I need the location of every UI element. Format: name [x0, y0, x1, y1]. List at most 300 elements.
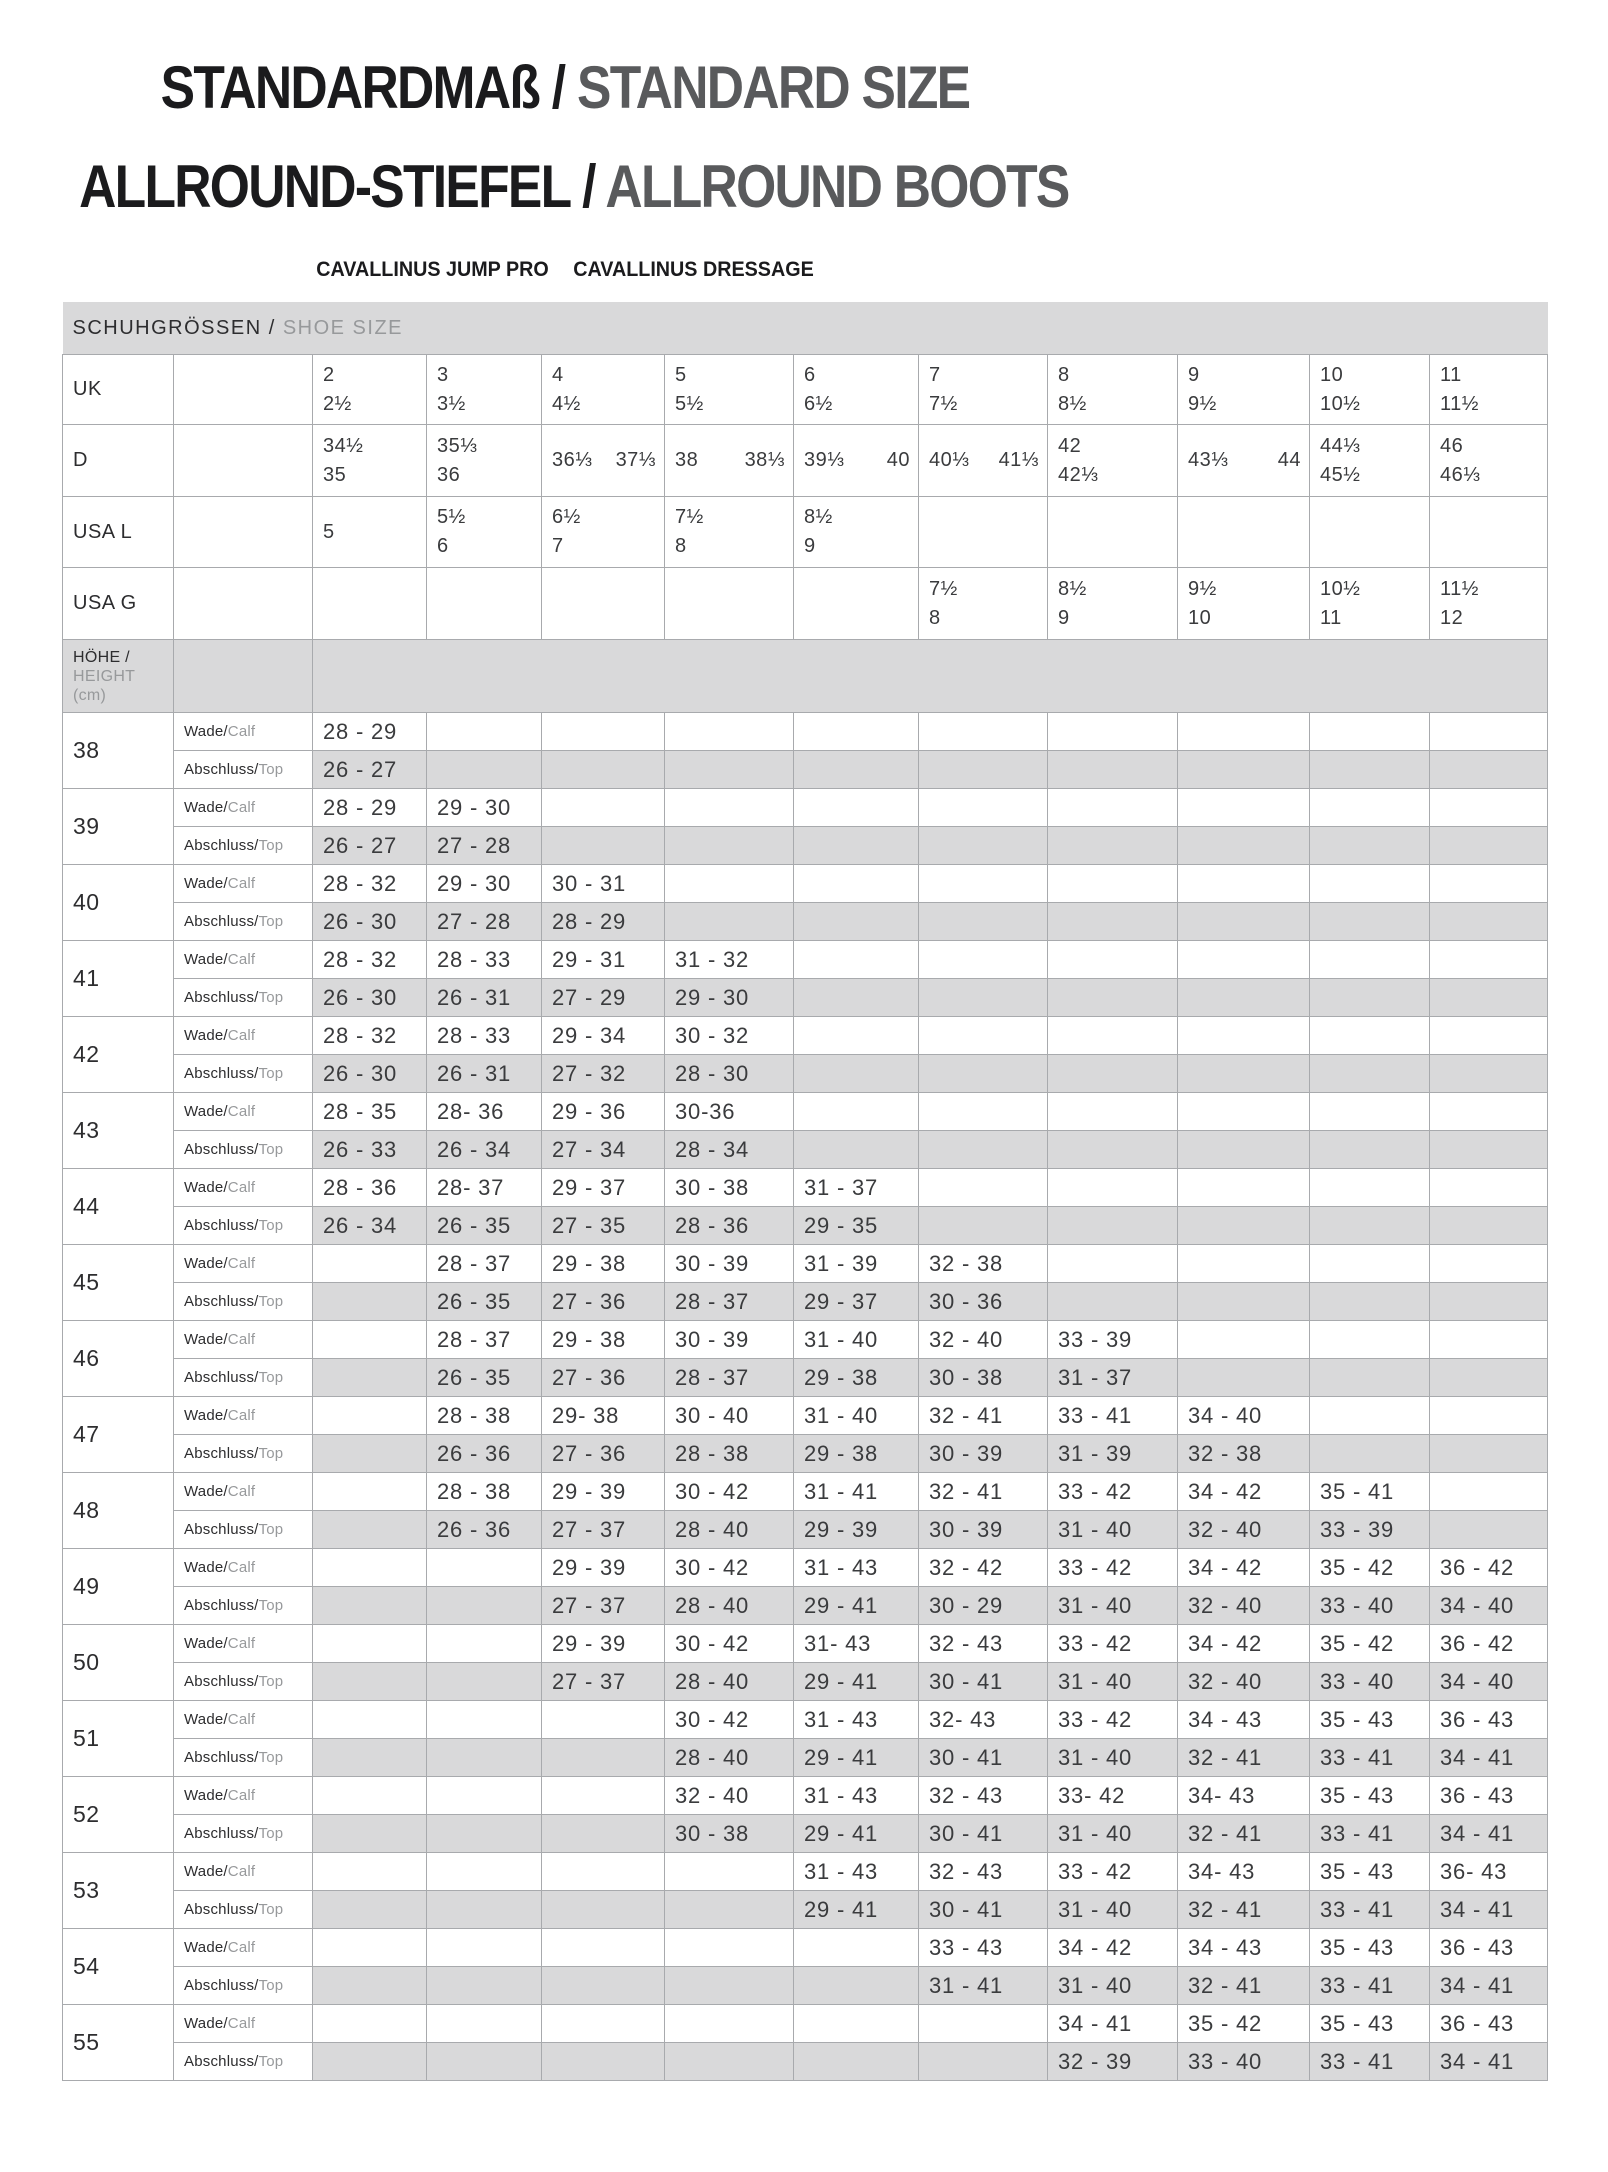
size-system-label: USA L — [63, 497, 174, 568]
calf-value-cell: 31 - 43 — [794, 1777, 919, 1815]
height-label-cell: 48 — [63, 1473, 174, 1549]
shoe-size-value: 5 — [323, 520, 335, 543]
shoe-size-band-row — [63, 302, 1548, 355]
shoe-size-cell — [1310, 425, 1430, 497]
calf-value-cell: 35 - 43 — [1310, 1777, 1430, 1815]
top-value-cell — [542, 751, 665, 789]
calf-value-cell — [313, 1625, 427, 1663]
top-value-cell: 30 - 41 — [919, 1663, 1048, 1701]
product-names — [34, 258, 1096, 282]
calf-value-cell — [1430, 713, 1548, 751]
calf-value-cell — [1048, 865, 1178, 903]
shoe-size-value: 4 — [552, 363, 564, 386]
calf-value-cell: 28 - 38 — [427, 1473, 542, 1511]
top-row-label — [174, 1131, 313, 1169]
top-value-cell — [919, 1055, 1048, 1093]
shoe-size-cell — [542, 425, 665, 497]
top-row-label — [174, 1283, 313, 1321]
calf-row-label — [174, 713, 313, 751]
calf-value-cell: 32 - 42 — [919, 1549, 1048, 1587]
calf-label-de: Wade/ — [184, 1407, 228, 1424]
calf-label-de: Wade/ — [184, 875, 228, 892]
shoe-size-cell — [1178, 425, 1310, 497]
top-row-label — [174, 1435, 313, 1473]
shoe-size-values — [437, 503, 541, 561]
height-row-44-calf — [63, 1169, 1548, 1207]
height-row-40-top — [63, 903, 1548, 941]
height-label-cell: 43 — [63, 1093, 174, 1169]
shoe-size-values — [1058, 361, 1177, 419]
shoe-size-value: 2½ — [323, 392, 352, 415]
height-label-cell: 47 — [63, 1397, 174, 1473]
top-value-cell: 33 - 41 — [1310, 1891, 1430, 1929]
calf-value-cell: 32 - 41 — [919, 1397, 1048, 1435]
calf-value-cell — [919, 1169, 1048, 1207]
top-label-en: Top — [258, 1217, 284, 1234]
calf-value-cell: 36- 43 — [1430, 1853, 1548, 1891]
top-value-cell — [1310, 1435, 1430, 1473]
height-row-50-top — [63, 1663, 1548, 1701]
top-value-cell: 33 - 40 — [1310, 1663, 1430, 1701]
top-row-label — [174, 1511, 313, 1549]
shoe-size-value: 35⅓ — [437, 434, 478, 457]
top-value-cell — [1178, 1055, 1310, 1093]
calf-value-cell: 33 - 41 — [1048, 1397, 1178, 1435]
calf-value-cell: 29 - 38 — [542, 1321, 665, 1359]
top-value-cell — [1310, 827, 1430, 865]
calf-label-en: Calf — [227, 1559, 256, 1576]
top-value-cell — [542, 1815, 665, 1853]
height-header-cell — [63, 640, 174, 713]
calf-value-cell — [1310, 1245, 1430, 1283]
calf-value-cell: 28- 37 — [427, 1169, 542, 1207]
calf-value-cell: 28 - 37 — [427, 1321, 542, 1359]
shoe-size-value: 37⅓ — [615, 449, 656, 471]
top-value-cell — [1048, 979, 1178, 1017]
top-value-cell: 34 - 41 — [1430, 1739, 1548, 1777]
calf-row-label — [174, 1701, 313, 1739]
calf-value-cell — [1178, 1017, 1310, 1055]
shoe-size-value: 9 — [804, 535, 816, 557]
calf-value-cell: 34- 43 — [1178, 1853, 1310, 1891]
calf-label-en: Calf — [227, 875, 256, 892]
top-value-cell: 27 - 37 — [542, 1511, 665, 1549]
empty-cell — [174, 640, 313, 713]
shoe-size-cell — [427, 425, 542, 497]
top-label-en: Top — [258, 1749, 284, 1766]
calf-value-cell: 28 - 37 — [427, 1245, 542, 1283]
shoe-size-cell — [1430, 568, 1548, 640]
shoe-size-band-de: SCHUHGRÖSSEN / — [72, 316, 283, 339]
top-value-cell: 30 - 39 — [919, 1511, 1048, 1549]
top-value-cell: 27 - 28 — [427, 903, 542, 941]
top-value-cell — [794, 1055, 919, 1093]
calf-value-cell: 29 - 38 — [542, 1245, 665, 1283]
shoe-size-cell — [794, 497, 919, 568]
top-value-cell: 29 - 41 — [794, 1815, 919, 1853]
shoe-size-value: 8 — [1058, 363, 1070, 386]
top-value-cell — [313, 1283, 427, 1321]
height-row-39-top — [63, 827, 1548, 865]
calf-value-cell: 33 - 42 — [1048, 1549, 1178, 1587]
top-value-cell — [313, 1663, 427, 1701]
height-label-cell: 46 — [63, 1321, 174, 1397]
height-row-48-calf — [63, 1473, 1548, 1511]
top-label-en: Top — [258, 1825, 284, 1842]
calf-value-cell: 34 - 41 — [1048, 2005, 1178, 2043]
shoe-size-value: 5½ — [675, 392, 704, 415]
top-value-cell: 33 - 39 — [1310, 1511, 1430, 1549]
size-system-label: USA G — [63, 568, 174, 640]
shoe-size-cell — [1178, 355, 1310, 425]
calf-value-cell — [542, 2005, 665, 2043]
shoe-size-cell — [665, 425, 794, 497]
height-label-cell: 54 — [63, 1929, 174, 2005]
calf-value-cell: 29 - 30 — [427, 865, 542, 903]
calf-value-cell — [919, 865, 1048, 903]
top-value-cell: 26 - 34 — [313, 1207, 427, 1245]
shoe-size-value: 8½ — [1058, 577, 1087, 600]
top-value-cell: 30 - 38 — [919, 1359, 1048, 1397]
top-value-cell — [1310, 1359, 1430, 1397]
size-system-row-usa-g — [63, 568, 1548, 640]
shoe-size-values — [929, 575, 1047, 633]
calf-value-cell — [1310, 1017, 1430, 1055]
shoe-size-value: 9 — [1188, 363, 1200, 386]
shoe-size-cell — [1310, 355, 1430, 425]
top-value-cell: 27 - 28 — [427, 827, 542, 865]
calf-value-cell — [542, 1853, 665, 1891]
calf-value-cell: 36 - 43 — [1430, 2005, 1548, 2043]
top-value-cell: 31 - 40 — [1048, 1587, 1178, 1625]
height-row-53-top — [63, 1891, 1548, 1929]
calf-label-de: Wade/ — [184, 1635, 228, 1652]
top-value-cell: 29 - 41 — [794, 1587, 919, 1625]
height-label-cell: 39 — [63, 789, 174, 865]
calf-value-cell: 34 - 42 — [1178, 1473, 1310, 1511]
shoe-size-cell — [665, 568, 794, 640]
shoe-size-values — [1320, 361, 1429, 419]
top-value-cell — [542, 1891, 665, 1929]
shoe-size-cell — [313, 355, 427, 425]
shoe-size-cell — [1430, 497, 1548, 568]
height-header-de: HÖHE / — [73, 648, 130, 666]
shoe-size-values — [929, 449, 1047, 472]
calf-value-cell: 28 - 29 — [313, 789, 427, 827]
height-label-cell: 53 — [63, 1853, 174, 1929]
shoe-size-cell — [665, 355, 794, 425]
calf-value-cell — [542, 789, 665, 827]
calf-value-cell — [1048, 941, 1178, 979]
shoe-size-value: 39⅓ — [804, 449, 845, 471]
top-value-cell: 29 - 37 — [794, 1283, 919, 1321]
top-value-cell — [313, 1739, 427, 1777]
calf-row-label — [174, 1549, 313, 1587]
calf-value-cell — [919, 941, 1048, 979]
calf-value-cell — [1178, 1245, 1310, 1283]
calf-value-cell — [665, 713, 794, 751]
calf-label-en: Calf — [227, 1407, 256, 1424]
top-value-cell: 27 - 36 — [542, 1283, 665, 1321]
top-value-cell: 32 - 40 — [1178, 1587, 1310, 1625]
top-value-cell: 26 - 30 — [313, 1055, 427, 1093]
calf-label-en: Calf — [227, 1255, 256, 1272]
top-label-en: Top — [258, 837, 284, 854]
calf-value-cell: 31 - 32 — [665, 941, 794, 979]
top-value-cell: 26 - 27 — [313, 827, 427, 865]
shoe-size-value: 5½ — [437, 506, 466, 528]
shoe-size-value: 9½ — [1188, 577, 1217, 600]
calf-value-cell — [1178, 1321, 1310, 1359]
top-value-cell: 32 - 41 — [1178, 1815, 1310, 1853]
calf-value-cell: 30 - 32 — [665, 1017, 794, 1055]
shoe-size-value: 9½ — [1188, 392, 1217, 415]
shoe-size-value: 44⅓ — [1320, 434, 1361, 457]
height-row-49-calf — [63, 1549, 1548, 1587]
height-header-unit: (cm) — [73, 686, 107, 704]
top-value-cell: 29 - 41 — [794, 1891, 919, 1929]
height-row-52-top — [63, 1815, 1548, 1853]
calf-value-cell: 29 - 39 — [542, 1473, 665, 1511]
height-row-44-top — [63, 1207, 1548, 1245]
height-row-47-top — [63, 1435, 1548, 1473]
calf-value-cell: 32 - 41 — [919, 1473, 1048, 1511]
top-label-en: Top — [258, 989, 284, 1006]
calf-value-cell — [313, 1853, 427, 1891]
calf-value-cell: 31 - 41 — [794, 1473, 919, 1511]
calf-value-cell — [313, 1777, 427, 1815]
calf-value-cell — [1048, 1017, 1178, 1055]
calf-value-cell — [313, 1549, 427, 1587]
top-value-cell: 26 - 36 — [427, 1511, 542, 1549]
top-value-cell — [1430, 1359, 1548, 1397]
height-row-51-top — [63, 1739, 1548, 1777]
calf-value-cell — [427, 1549, 542, 1587]
shoe-size-value: 35 — [323, 463, 347, 486]
calf-value-cell: 28- 36 — [427, 1093, 542, 1131]
calf-value-cell — [1430, 1245, 1548, 1283]
top-value-cell: 26 - 30 — [313, 979, 427, 1017]
shoe-size-values — [929, 361, 1047, 419]
calf-value-cell — [313, 1245, 427, 1283]
top-value-cell — [794, 827, 919, 865]
height-label-cell: 49 — [63, 1549, 174, 1625]
calf-value-cell — [794, 789, 919, 827]
height-label-cell: 50 — [63, 1625, 174, 1701]
height-row-48-top — [63, 1511, 1548, 1549]
top-value-cell — [1048, 827, 1178, 865]
top-value-cell: 28 - 37 — [665, 1283, 794, 1321]
top-label-de: Abschluss/ — [184, 1749, 259, 1766]
top-value-cell — [1178, 1359, 1310, 1397]
top-value-cell: 33 - 41 — [1310, 1815, 1430, 1853]
calf-label-en: Calf — [227, 723, 256, 740]
calf-value-cell — [427, 2005, 542, 2043]
shoe-size-value: 38⅓ — [744, 449, 785, 471]
empty-cell — [174, 568, 313, 640]
top-value-cell: 30 - 39 — [919, 1435, 1048, 1473]
height-label-cell: 42 — [63, 1017, 174, 1093]
top-value-cell — [1178, 1283, 1310, 1321]
shoe-size-values — [552, 361, 664, 419]
shoe-size-value: 11½ — [1440, 577, 1479, 600]
top-value-cell: 28 - 36 — [665, 1207, 794, 1245]
top-value-cell — [1048, 1207, 1178, 1245]
shoe-size-value: 7 — [929, 363, 941, 386]
calf-value-cell: 32 - 40 — [665, 1777, 794, 1815]
calf-value-cell: 30 - 40 — [665, 1397, 794, 1435]
shoe-size-values — [804, 449, 918, 472]
shoe-size-value: 45½ — [1320, 463, 1361, 486]
size-chart-table — [62, 302, 1548, 2081]
top-value-cell: 34 - 40 — [1430, 1663, 1548, 1701]
calf-row-label — [174, 865, 313, 903]
shoe-size-cell — [794, 568, 919, 640]
title-en-1: STANDARD SIZE — [577, 54, 970, 121]
top-row-label — [174, 1359, 313, 1397]
top-value-cell: 27 - 37 — [542, 1663, 665, 1701]
top-value-cell — [1310, 903, 1430, 941]
shoe-size-value: 36⅓ — [552, 449, 593, 471]
shoe-size-cell — [919, 497, 1048, 568]
shoe-size-values — [323, 432, 426, 490]
calf-value-cell: 34 - 42 — [1048, 1929, 1178, 1967]
height-row-49-top — [63, 1587, 1548, 1625]
height-row-52-calf — [63, 1777, 1548, 1815]
shoe-size-cell — [1048, 497, 1178, 568]
top-value-cell: 26 - 31 — [427, 979, 542, 1017]
top-value-cell — [665, 827, 794, 865]
top-value-cell — [919, 2043, 1048, 2081]
top-value-cell: 33 - 41 — [1310, 1739, 1430, 1777]
top-value-cell — [313, 1891, 427, 1929]
calf-value-cell — [313, 2005, 427, 2043]
calf-value-cell: 28 - 32 — [313, 941, 427, 979]
product-name-jump-pro: CAVALLINUS JUMP PRO — [316, 258, 549, 281]
top-value-cell — [1430, 979, 1548, 1017]
calf-value-cell: 31 - 43 — [794, 1701, 919, 1739]
shoe-size-value: 41⅓ — [998, 449, 1039, 471]
page-title-line-2 — [79, 137, 1069, 236]
top-value-cell — [313, 1435, 427, 1473]
calf-value-cell: 30-36 — [665, 1093, 794, 1131]
calf-value-cell — [427, 1625, 542, 1663]
calf-value-cell: 36 - 43 — [1430, 1929, 1548, 1967]
top-label-de: Abschluss/ — [184, 837, 259, 854]
top-label-de: Abschluss/ — [184, 1901, 259, 1918]
calf-value-cell: 36 - 42 — [1430, 1625, 1548, 1663]
top-value-cell: 28 - 40 — [665, 1739, 794, 1777]
top-label-en: Top — [258, 1673, 284, 1690]
top-value-cell: 29 - 30 — [665, 979, 794, 1017]
top-value-cell: 31 - 40 — [1048, 1815, 1178, 1853]
top-value-cell: 33 - 40 — [1310, 1587, 1430, 1625]
calf-value-cell — [794, 865, 919, 903]
calf-value-cell — [1048, 789, 1178, 827]
height-row-40-calf — [63, 865, 1548, 903]
calf-value-cell — [1178, 789, 1310, 827]
calf-label-en: Calf — [227, 1483, 256, 1500]
top-label-de: Abschluss/ — [184, 1825, 259, 1842]
top-value-cell: 31 - 40 — [1048, 1891, 1178, 1929]
calf-value-cell — [665, 1853, 794, 1891]
calf-value-cell: 35 - 43 — [1310, 1853, 1430, 1891]
shoe-size-values — [437, 361, 541, 419]
top-value-cell — [1178, 903, 1310, 941]
calf-label-de: Wade/ — [184, 1179, 228, 1196]
height-row-54-top — [63, 1967, 1548, 2005]
height-label-cell: 51 — [63, 1701, 174, 1777]
calf-value-cell — [427, 1853, 542, 1891]
top-value-cell: 30 - 41 — [919, 1891, 1048, 1929]
calf-value-cell — [794, 713, 919, 751]
top-value-cell: 31 - 41 — [919, 1967, 1048, 2005]
calf-value-cell: 31 - 40 — [794, 1397, 919, 1435]
height-header-filler — [313, 640, 1548, 713]
calf-value-cell: 32 - 43 — [919, 1625, 1048, 1663]
calf-value-cell: 30 - 31 — [542, 865, 665, 903]
calf-value-cell — [1430, 1169, 1548, 1207]
height-row-42-top — [63, 1055, 1548, 1093]
calf-value-cell — [1310, 1397, 1430, 1435]
top-value-cell: 27 - 36 — [542, 1435, 665, 1473]
shoe-size-cell — [1310, 568, 1430, 640]
calf-value-cell: 33 - 43 — [919, 1929, 1048, 1967]
top-value-cell — [1048, 903, 1178, 941]
calf-value-cell — [919, 713, 1048, 751]
shoe-size-values — [437, 432, 541, 490]
calf-label-en: Calf — [227, 1787, 256, 1804]
calf-row-label — [174, 1169, 313, 1207]
top-value-cell — [427, 1815, 542, 1853]
top-value-cell — [794, 2043, 919, 2081]
shoe-size-cell — [1048, 355, 1178, 425]
calf-value-cell: 35 - 41 — [1310, 1473, 1430, 1511]
top-value-cell — [1178, 1207, 1310, 1245]
top-value-cell — [919, 903, 1048, 941]
top-value-cell — [313, 1587, 427, 1625]
height-row-51-calf — [63, 1701, 1548, 1739]
shoe-size-values — [1320, 432, 1429, 490]
calf-row-label — [174, 1093, 313, 1131]
top-value-cell: 28 - 37 — [665, 1359, 794, 1397]
top-value-cell: 27 - 29 — [542, 979, 665, 1017]
top-value-cell — [542, 1739, 665, 1777]
top-value-cell: 28 - 29 — [542, 903, 665, 941]
calf-value-cell: 29 - 39 — [542, 1549, 665, 1587]
shoe-size-cell — [1178, 568, 1310, 640]
calf-value-cell — [542, 1701, 665, 1739]
top-label-de: Abschluss/ — [184, 1977, 259, 1994]
top-value-cell — [1048, 751, 1178, 789]
calf-value-cell — [1178, 713, 1310, 751]
top-label-de: Abschluss/ — [184, 761, 259, 778]
calf-value-cell: 35 - 43 — [1310, 1929, 1430, 1967]
top-value-cell: 26 - 36 — [427, 1435, 542, 1473]
shoe-size-value: 2 — [323, 363, 335, 386]
height-row-47-calf — [63, 1397, 1548, 1435]
calf-value-cell: 30 - 39 — [665, 1321, 794, 1359]
shoe-size-cell — [1048, 425, 1178, 497]
shoe-size-values — [804, 503, 918, 561]
calf-value-cell: 28 - 35 — [313, 1093, 427, 1131]
top-label-de: Abschluss/ — [184, 1141, 259, 1158]
shoe-size-cell — [919, 568, 1048, 640]
shoe-size-values — [323, 361, 426, 419]
calf-value-cell: 33 - 42 — [1048, 1473, 1178, 1511]
calf-value-cell: 36 - 43 — [1430, 1777, 1548, 1815]
calf-label-en: Calf — [227, 1331, 256, 1348]
